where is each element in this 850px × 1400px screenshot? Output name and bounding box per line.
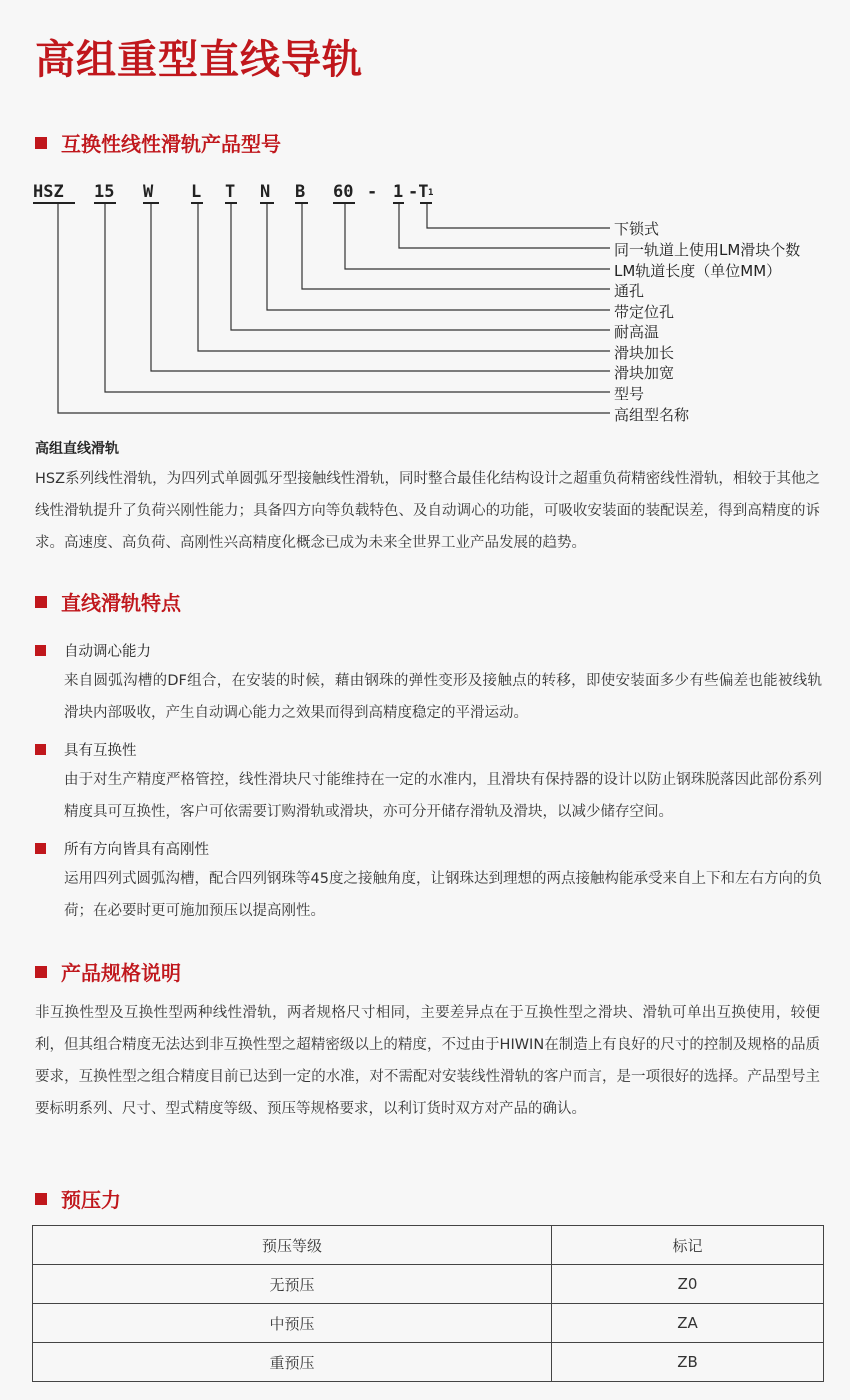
feature-title [35,739,137,760]
leader-lines [0,170,850,430]
diagram-label-block-count: 同一轨道上使用LM滑块个数 [614,241,801,259]
code-token-n: N [260,182,271,202]
diagram-label-locating-hole: 带定位孔 [614,303,675,321]
table-row [33,1265,824,1304]
feature-title [35,640,151,661]
table-header-cell: 标记 [552,1226,824,1265]
diagram-label-block-widened: 滑块加宽 [614,364,675,382]
intro-paragraph: HSZ系列线性滑轨，为四列式单圆弧牙型接触线性滑轨，同时整合最佳化结构设计之超重负荷精密线性滑轨，相较于其他之线性滑轨提升了负荷兴刚性能力；具备四方向等负载特色、及自动调心的功能，可吸收安装面的装配误差，得到高精度的诉求。高速度、高负荷、高刚性兴高精度化概念已成为未来全世界工业产品发展的趋势。 [35,471,820,551]
code-token-length: 60 [333,182,354,202]
intro-title: 高组直线滑轨 [35,441,119,457]
diagram-label-rail-length: LM轨道长度（单位MM） [614,262,782,280]
section-heading-features [35,587,181,616]
table-row [33,1343,824,1382]
diagram-label-block-lengthened: 滑块加长 [614,344,675,362]
feature-title-text: 具有互换性 [64,743,137,759]
code-token-dash: - [367,182,378,202]
code-token-hsz: HSZ [33,182,64,202]
section-heading-text: 互换性线性滑轨产品型号 [61,132,281,156]
table-cell: Z0 [552,1265,824,1304]
page-title: 高组重型直线导轨 [35,37,363,83]
section-heading-text: 预压力 [61,1188,121,1212]
code-token-subscript: 1 [428,188,434,198]
table-row [33,1304,824,1343]
red-square-icon [35,966,47,978]
section-heading-preload [35,1184,121,1213]
red-square-icon [35,744,46,755]
feature-description: 运用四列式圆弧沟槽，配合四列钢珠等45度之接触角度，让钢珠达到理想的两点接触构能承受来自上下和左右方向的负荷；在必要时更可施加预压以提高刚性。 [64,871,822,919]
table-cell: 中预压 [33,1304,552,1343]
code-token-t: T [225,182,236,202]
section-heading-text: 直线滑轨特点 [61,591,181,615]
code-token-l: L [191,182,202,202]
red-square-icon [35,645,46,656]
table-cell: ZA [552,1304,824,1343]
model-number-diagram [0,170,850,430]
diagram-label-through-hole: 通孔 [614,282,645,300]
table-header-row [33,1226,824,1265]
table-cell: 无预压 [33,1265,552,1304]
feature-description: 由于对生产精度严格管控，线性滑块尺寸能维持在一定的水准内，且滑块有保持器的设计以防止钢珠脱落因此部份系列精度具可互换性，客户可依需要订购滑轨或滑块，亦可分开储存滑轨及滑块，以减少储存空间。 [64,772,822,820]
table-cell: ZB [552,1343,824,1382]
diagram-label-series-name: 高组型名称 [614,406,690,424]
feature-description: 来自圆弧沟槽的DF组合，在安装的时候，藉由钢珠的弹性变形及接触点的转移，即使安装面多少有些偏差也能被线轨滑块内部吸收，产生自动调心能力之效果而得到高精度稳定的平滑运动。 [64,673,822,721]
table-header-cell: 预压等级 [33,1226,552,1265]
feature-title [35,838,209,859]
red-square-icon [35,137,47,149]
section-heading-model-number [35,128,281,157]
section-heading-text: 产品规格说明 [61,961,181,985]
code-token-size: 15 [94,182,115,202]
feature-title-text: 所有方向皆具有高刚性 [64,842,209,858]
preload-table [32,1225,824,1382]
diagram-label-heat-resistant: 耐高温 [614,323,660,341]
code-token-count: 1 [393,182,404,202]
red-square-icon [35,843,46,854]
code-token-lock: -T [408,182,429,202]
diagram-label-lock: 下锁式 [614,220,660,238]
code-token-b: B [295,182,306,202]
feature-title-text: 自动调心能力 [64,644,151,660]
section-heading-spec [35,957,181,986]
diagram-label-model: 型号 [614,385,645,403]
red-square-icon [35,1193,47,1205]
red-square-icon [35,596,47,608]
table-cell: 重预压 [33,1343,552,1382]
spec-paragraph: 非互换性型及互换性型两种线性滑轨，两者规格尺寸相同，主要差异点在于互换性型之滑块、滑轨可单出互换使用，较便利，但其组合精度无法达到非互换性型之超精密级以上的精度，不过由于HIWIN在制造上有良好的尺寸的控制及规格的品质要求，互换性型之组合精度目前已达到一定的水准，对不需配对安装线性滑轨的客户而言，是一项很好的选择。产品型号主要标明系列、尺寸、型式精度等级、预压等规格要求，以利订货时双方对产品的确认。 [35,1005,820,1117]
code-token-w: W [143,182,154,202]
